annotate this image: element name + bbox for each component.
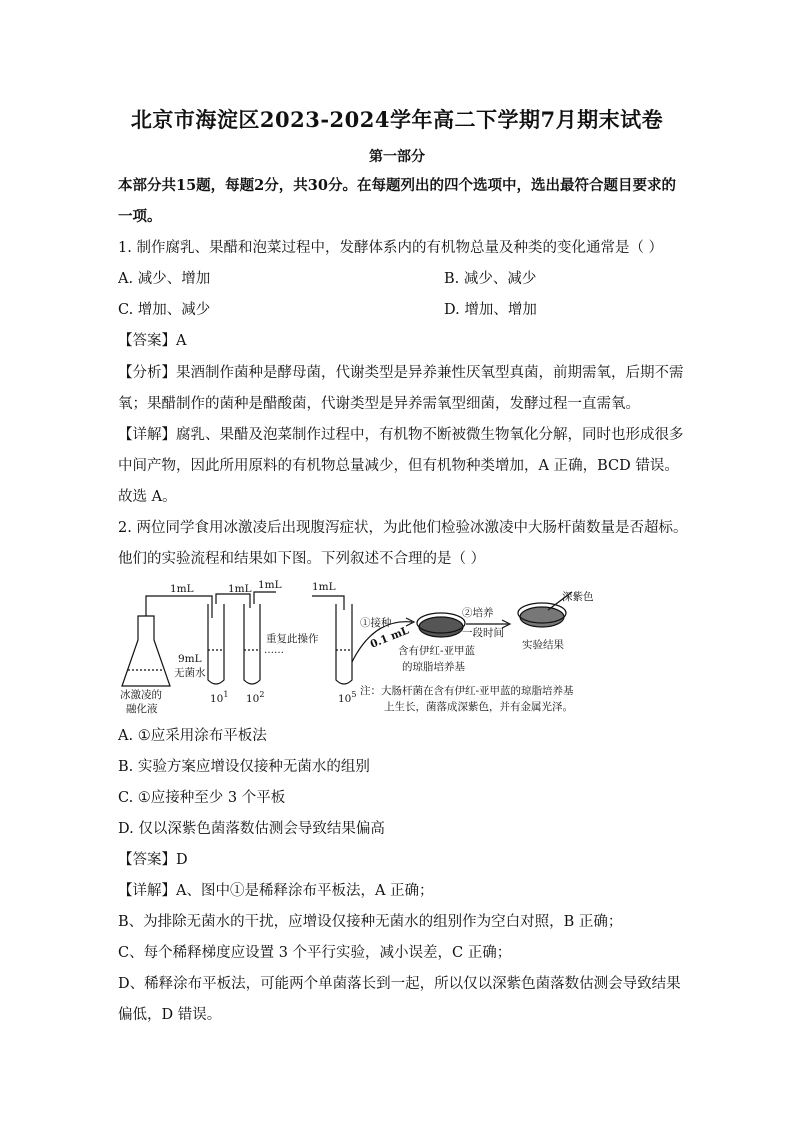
label-tube2: 10 <box>246 693 260 705</box>
q1-detail-line-2: 中间产物，因此所用原料的有机物总量减少，但有机物种类增加，A 正确，BCD 错误。 <box>118 458 679 474</box>
q2-option-b: B. 实验方案应增设仅接种无菌水的组别 <box>118 759 370 775</box>
q1-option-a: A. 减少、增加 <box>118 271 211 287</box>
label-tube5-exp: 5 <box>351 690 357 699</box>
svg-text:……: …… <box>264 645 284 656</box>
label-1ml-a: 1mL <box>170 583 194 595</box>
svg-text:101 <box>210 690 228 705</box>
label-step2: ②培养 <box>462 607 494 619</box>
q2-option-a: A. ①应采用涂布平板法 <box>118 728 267 744</box>
q2-stem-line-1: 2. 两位同学食用冰激凌后出现腹泻症状，为此他们检验冰激凌中大肠杆菌数量是否超标。 <box>118 520 688 536</box>
q2-detail-line-1: 【详解】A、图中①是稀释涂布平板法，A 正确； <box>118 883 434 899</box>
q2-detail-line-2: B、为排除无菌水的干扰，应增设仅接种无菌水的组别作为空白对照，B 正确； <box>118 914 623 930</box>
svg-text:105 <box>338 690 356 705</box>
page-title: 北京市海淀区2023-2024学年高二下学期7月期末试卷 <box>130 107 664 132</box>
experiment-figure <box>116 578 636 723</box>
label-volume: 0.1 mL <box>368 624 411 651</box>
q2-detail-line-3: C、每个稀释梯度应设置 3 个平行实验，减小误差，C 正确； <box>118 945 512 961</box>
tube-5 <box>336 604 352 684</box>
label-dark-purple: 深紫色 <box>562 591 594 603</box>
label-repeat: 重复此操作 <box>266 633 319 645</box>
label-note-2: 上生长，菌落成深紫色，并有金属光泽。 <box>384 701 573 713</box>
flask-shape <box>122 616 170 686</box>
svg-text:102 <box>246 690 264 705</box>
label-plate-2: 的琼脂培养基 <box>402 661 465 673</box>
q2-stem-line-2: 他们的实验流程和结果如下图。下列叙述不合理的是（ ） <box>118 551 486 567</box>
instructions-line-2: 一项。 <box>118 208 162 225</box>
q1-option-c: C. 增加、减少 <box>118 302 211 318</box>
q1-stem: 1. 制作腐乳、果醋和泡菜过程中，发酵体系内的有机物总量及种类的变化通常是（ ） <box>118 240 664 256</box>
tube-2 <box>244 604 260 684</box>
q1-detail-line-1: 【详解】腐乳、果醋及泡菜制作过程中，有机物不断被微生物氧化分解，同时也形成很多 <box>118 427 684 443</box>
label-water: 无菌水 <box>174 667 206 679</box>
label-flask-1: 冰激凌的 <box>120 689 162 701</box>
label-tube1-exp: 1 <box>223 690 229 699</box>
q2-answer: 【答案】D <box>118 852 188 868</box>
section-title: 第一部分 <box>369 149 425 165</box>
label-1ml-b: 1mL <box>228 583 252 595</box>
q1-analysis-line-2: 氧；果醋制作的菌种是醋酸菌，代谢类型是异养需氧型细菌，发酵过程一直需氧。 <box>118 396 640 412</box>
label-plate-1: 含有伊红-亚甲蓝 <box>398 645 476 657</box>
tube-1 <box>208 604 224 684</box>
q1-analysis-line-1: 【分析】果酒制作菌种是酵母菌，代谢类型是异养兼性厌氧型真菌，前期需氧，后期不需 <box>118 365 684 381</box>
label-tube1: 10 <box>210 693 224 705</box>
label-step2-sub: 一段时间 <box>462 627 504 639</box>
q1-answer: 【答案】A <box>118 333 187 349</box>
q1-detail-line-3: 故选 A。 <box>118 489 177 505</box>
label-note-1: 注：大肠杆菌在含有伊红-亚甲蓝的琼脂培养基 <box>360 685 574 697</box>
q1-option-d: D. 增加、增加 <box>444 302 537 318</box>
label-result: 实验结果 <box>522 639 564 651</box>
label-water-volume: 9mL <box>178 653 202 665</box>
label-1ml-d: 1mL <box>312 581 336 593</box>
label-1ml-c: 1mL <box>258 579 282 591</box>
label-tube2-exp: 2 <box>259 690 265 699</box>
q1-option-b: B. 减少、减少 <box>444 271 537 287</box>
agar-plate <box>419 617 463 637</box>
result-plate <box>520 607 564 627</box>
q2-option-d: D. 仅以深紫色菌落数估测会导致结果偏高 <box>118 821 385 837</box>
instructions-line-1: 本部分共15题，每题2分，共30分。在每题列出的四个选项中，选出最符合题目要求的 <box>118 177 676 194</box>
q2-option-c: C. ①应接种至少 3 个平板 <box>118 790 286 806</box>
label-tube5: 10 <box>338 693 352 705</box>
label-step1: ①接种 <box>360 617 392 629</box>
q2-detail-line-5: 偏低，D 错误。 <box>118 1007 222 1023</box>
q2-detail-line-4: D、稀释涂布平板法，可能两个单菌落长到一起，所以仅以深紫色菌落数估测会导致结果 <box>118 976 681 992</box>
label-flask-2: 融化液 <box>126 703 158 715</box>
